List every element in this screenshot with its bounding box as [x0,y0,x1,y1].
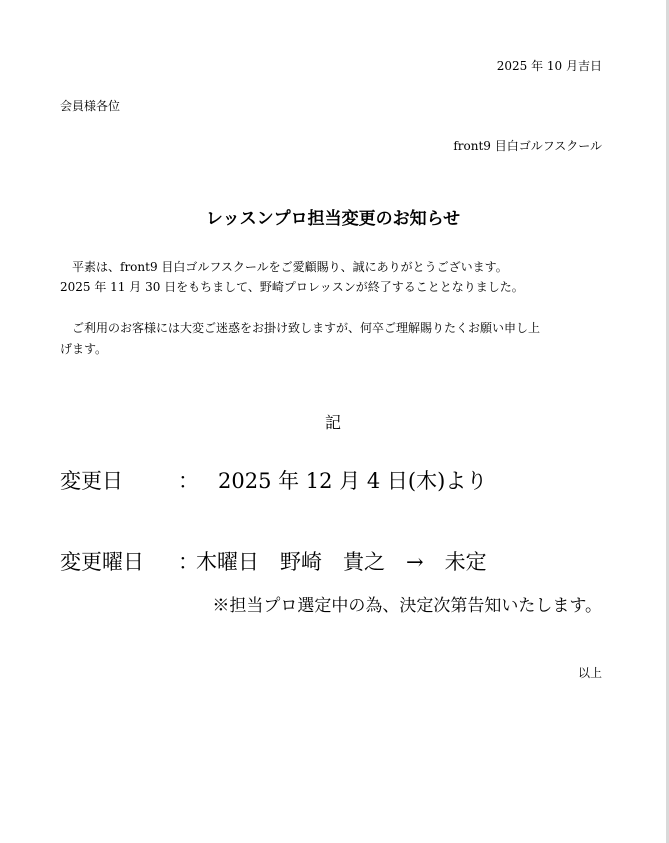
body-paragraph-2-line-2: げます。 [60,342,108,356]
change-day-label: 変更曜日 [60,550,144,574]
document-title: レッスンプロ担当変更のお知らせ [205,209,461,229]
recipient-line: 会員様各位 [60,99,121,113]
ki-heading: 記 [324,413,341,432]
sender-line: front9 目白ゴルフスクール [453,139,602,153]
body-paragraph-2-line-1: ご利用のお客様には大変ご迷惑をお掛け致しますが、何卒ご理解賜りたくお願い申し上 [72,321,541,335]
change-date-value: 2025 年 12 月 4 日(木)より [218,469,488,493]
change-day-colon: ： [178,550,199,574]
change-date-colon: ： [178,469,199,493]
change-date-label: 変更日 [60,469,123,493]
body-paragraph-1-line-2: 2025 年 11 月 30 日をもちまして、野崎プロレッスンが終了することとなりました。 [60,280,524,294]
document-date: 2025 年 10 月吉日 [496,59,602,73]
closing-mark: 以上 [577,666,602,680]
body-paragraph-1-line-1: 平素は、front9 目白ゴルフスクールをご愛顧賜り、誠にありがとうございます。 [72,260,508,274]
selection-note: ※担当プロ選定中の為、決定次第告知いたします。 [212,596,602,616]
change-day-value: 木曜日 野崎 貴之 → 未定 [196,550,487,574]
